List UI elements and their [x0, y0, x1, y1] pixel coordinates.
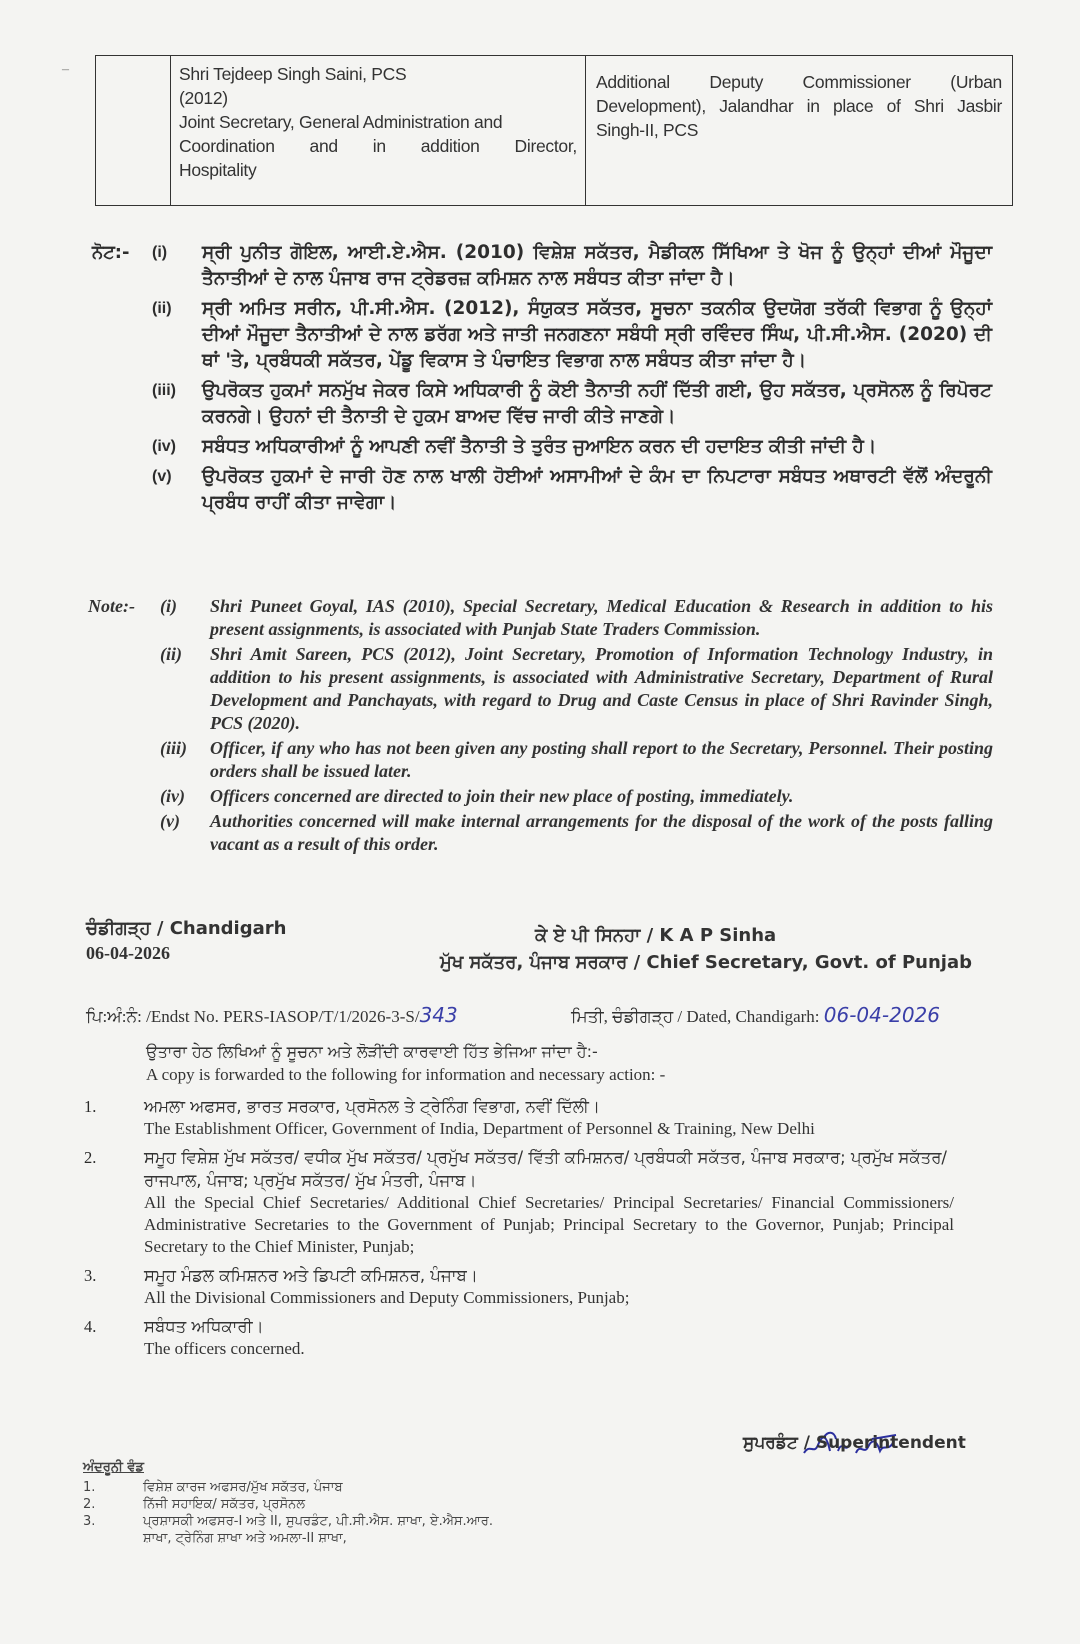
officer-batch: (2012) [179, 88, 228, 108]
posting-table-row [95, 55, 1013, 206]
forward-note-punjabi: ਉਤਾਰਾ ਹੇਠ ਲਿਖਿਆਂ ਨੂੰ ਸੂਚਨਾ ਅਤੇ ਲੋੜੀਂਦੀ ਕਾਰਵਾਈ ਹਿੱਤ ਭੇਜਿਆ ਜਾਂਦਾ ਹੈ:- [146, 1042, 598, 1061]
internal-distribution-heading: ਅੰਦਰੂਨੀ ਵੰਡ [83, 1460, 144, 1475]
note-number: (iv) [160, 786, 185, 806]
officer-designation-line-3: Hospitality [179, 160, 257, 180]
note-text: ਉਪਰੋਕਤ ਹੁਕਮਾਂ ਸਨਮੁੱਖ ਜੇਕਰ ਕਿਸੇ ਅਧਿਕਾਰੀ ਨੂੰ ਕੋਈ ਤੈਨਾਤੀ ਨਹੀਂ ਦਿੱਤੀ ਗਈ, ਉਹ ਸਕੱਤਰ, ਪ੍ਰਸੋਨਲ ਨੂੰ ਰਿਪੋਰਟ ਕਰਨਗੇ। ਉਹਨਾਂ ਦੀ ਤੈਨਾਤੀ ਦੇ ਹੁਕਮ ਬਾਅਦ ਵਿੱਚ ਜਾਰੀ ਕੀਤੇ ਜਾਣਗੇ। [202, 380, 992, 427]
officer-name: Shri Tejdeep Singh Saini, PCS [179, 64, 407, 84]
endorsement-number-label: ਪਿ:ਅੰ:ਨੰ: /Endst No. PERS-IASOP/T/1/2026-3-S/ [86, 1007, 420, 1026]
recipient-number: 2. [84, 1148, 97, 1167]
note-number: (i) [152, 244, 168, 261]
note-number: (ii) [160, 644, 182, 664]
english-note-item [88, 785, 993, 808]
recipient-item [84, 1095, 954, 1140]
note-number: (i) [160, 596, 177, 616]
officer-cell [171, 56, 586, 205]
forward-note-english: A copy is forwarded to the following for information and necessary action: - [146, 1065, 666, 1084]
note-text: Authorities concerned will make internal arrangements for the disposal of the work of the posts falling vacant as a result of this order. [210, 811, 993, 854]
note-text: Shri Puneet Goyal, IAS (2010), Special Secretary, Medical Education & Research in addition to his present assignments, is associated with Punjab State Traders Commission. [210, 596, 993, 639]
signatory-designation: ਸੁਪਰਡੰਟ / Superintendent [743, 1433, 966, 1453]
internal-item-number: 2. [83, 1497, 96, 1512]
recipient-english: The Establishment Officer, Government of India, Department of Personnel & Training, New Delhi [144, 1119, 815, 1138]
english-note-item [88, 737, 993, 783]
note-text: Officer, if any who has not been given any posting shall report to the Secretary, Personnel. Their posting orders shall be issued later. [210, 738, 993, 781]
punjabi-note-item [92, 434, 992, 460]
english-note-lead: Note:- [88, 596, 135, 616]
punjabi-note-lead: ਨੋਟ:- [92, 242, 130, 263]
english-note-item [88, 595, 993, 641]
internal-distribution [83, 1460, 523, 1547]
internal-item [83, 1513, 523, 1547]
officer-designation-line-1: Joint Secretary, General Administration and [179, 112, 503, 132]
recipient-english: All the Special Chief Secretaries/ Additional Chief Secretaries/ Principal Secretaries/ Financial Commissioners/ Administrative Secretaries to the Government of Punjab; Principal Secretary to the Governor, Punjab; Principal Secretary to the Chief Minister, Punjab; [144, 1193, 954, 1256]
endorsement-dated [571, 1003, 940, 1027]
internal-item-text: ਵਿਸ਼ੇਸ਼ ਕਾਰਜ ਅਫਸਰ/ਮੁੱਖ ਸਕੱਤਰ, ਪੰਜਾਬ [143, 1480, 343, 1495]
dated-handwritten: 06-04-2026 [823, 1003, 940, 1027]
recipient-item [84, 1315, 954, 1360]
punjabi-note-item [92, 240, 992, 292]
recipient-punjabi: ਸਬੰਧਤ ਅਧਿਕਾਰੀ। [144, 1317, 264, 1336]
note-text: Shri Amit Sareen, PCS (2012), Joint Secretary, Promotion of Information Technology Industry, in addition to his present assignments, is associated with Administrative Secretary, Department of Rural Development and Panchayats, with regard to Drug and Caste Census in place of Shri Ravinder Singh, PCS (2020). [210, 644, 993, 733]
recipient-punjabi: ਸਮੂਹ ਵਿਸ਼ੇਸ਼ ਮੁੱਖ ਸਕੱਤਰ/ ਵਧੀਕ ਮੁੱਖ ਸਕੱਤਰ/ ਪ੍ਰਮੁੱਖ ਸਕੱਤਰ/ ਵਿੱਤੀ ਕਮਿਸ਼ਨਰ/ ਪ੍ਰਬੰਧਕੀ ਸਕੱਤਰ, ਪੰਜਾਬ ਸਰਕਾਰ; ਪ੍ਰਮੁੱਖ ਸਕੱਤਰ/ ਰਾਜਪਾਲ, ਪੰਜਾਬ; ਪ੍ਰਮੁੱਖ ਸਕੱਤਰ/ ਮੁੱਖ ਮੰਤਰੀ, ਪੰਜਾਬ। [144, 1148, 947, 1190]
recipient-punjabi: ਅਮਲਾ ਅਫਸਰ, ਭਾਰਤ ਸਰਕਾਰ, ਪ੍ਰਸੋਨਲ ਤੇ ਟ੍ਰੇਨਿੰਗ ਵਿਭਾਗ, ਨਵੀਂ ਦਿੱਲੀ। [144, 1097, 600, 1116]
note-number: (v) [152, 468, 172, 485]
recipient-number: 3. [84, 1266, 97, 1285]
issue-date: 06-04-2026 [86, 943, 170, 963]
recipient-number: 4. [84, 1317, 97, 1336]
punjabi-note-item [92, 378, 992, 430]
serial-cell [96, 56, 171, 205]
recipient-english: The officers concerned. [144, 1339, 305, 1358]
recipient-item [84, 1146, 954, 1258]
posting-cell: Additional Deputy Commissioner (Urban Development), Jalandhar in place of Shri Jasbir Singh-II, PCS [596, 72, 1002, 140]
recipient-punjabi: ਸਮੂਹ ਮੰਡਲ ਕਮਿਸ਼ਨਰ ਅਤੇ ਡਿਪਟੀ ਕਮਿਸ਼ਨਰ, ਪੰਜਾਬ। [144, 1266, 478, 1285]
punjabi-notes [92, 240, 992, 520]
issuer-name: ਕੇ ਏ ਪੀ ਸਿਨਹਾ / K A P Sinha [535, 925, 777, 946]
internal-item [83, 1496, 523, 1513]
punjabi-note-item [92, 464, 992, 516]
issue-place: ਚੰਡੀਗੜ੍ਹ / Chandigarh [86, 918, 287, 939]
internal-item-number: 1. [83, 1480, 96, 1495]
english-notes [88, 595, 993, 858]
note-text: Officers concerned are directed to join their new place of posting, immediately. [210, 786, 794, 806]
endorsement-line [86, 1003, 940, 1027]
note-text: ਸ੍ਰੀ ਪੁਨੀਤ ਗੋਇਲ, ਆਈ.ਏ.ਐਸ. (2010) ਵਿਸ਼ੇਸ਼ ਸਕੱਤਰ, ਮੈਡੀਕਲ ਸਿੱਖਿਆ ਤੇ ਖੋਜ ਨੂੰ ਉਨ੍ਹਾਂ ਦੀਆਂ ਮੌਜੂਦਾ ਤੈਨਾਤੀਆਂ ਦੇ ਨਾਲ ਪੰਜਾਬ ਰਾਜ ਟ੍ਰੇਡਰਜ਼ ਕਮਿਸ਼ਨ ਨਾਲ ਸਬੰਧਤ ਕੀਤਾ ਜਾਂਦਾ ਹੈ। [202, 242, 992, 289]
note-number: (iv) [152, 438, 176, 455]
margin-mark: – [62, 62, 69, 77]
note-number: (v) [160, 811, 180, 831]
note-number: (iii) [160, 738, 187, 758]
punjabi-note-item [92, 296, 992, 374]
note-text: ਉਪਰੋਕਤ ਹੁਕਮਾਂ ਦੇ ਜਾਰੀ ਹੋਣ ਨਾਲ ਖਾਲੀ ਹੋਈਆਂ ਅਸਾਮੀਆਂ ਦੇ ਕੰਮ ਦਾ ਨਿਪਟਾਰਾ ਸਬੰਧਤ ਅਥਾਰਟੀ ਵੱਲੋਂ ਅੰਦਰੂਨੀ ਪ੍ਰਬੰਧ ਰਾਹੀਂ ਕੀਤਾ ਜਾਵੇਗਾ। [202, 466, 992, 513]
note-number: (ii) [152, 300, 172, 317]
internal-item [83, 1479, 523, 1496]
note-text: ਸਬੰਧਤ ਅਧਿਕਾਰੀਆਂ ਨੂੰ ਆਪਣੀ ਨਵੀਂ ਤੈਨਾਤੀ ਤੇ ਤੁਰੰਤ ਜੁਆਇਨ ਕਰਨ ਦੀ ਹਦਾਇਤ ਕੀਤੀ ਜਾਂਦੀ ਹੈ। [202, 436, 877, 457]
recipient-item [84, 1264, 954, 1309]
english-note-item [88, 810, 993, 856]
english-note-item [88, 643, 993, 735]
issuer-designation: ਮੁੱਖ ਸਕੱਤਰ, ਪੰਜਾਬ ਸਰਕਾਰ / Chief Secretary, Govt. of Punjab [440, 952, 972, 973]
dated-label: ਮਿਤੀ, ਚੰਡੀਗੜ੍ਹ / Dated, Chandigarh: [571, 1007, 824, 1026]
officer-designation-line-2: Coordination and in addition Director, [179, 136, 577, 156]
note-number: (iii) [152, 382, 176, 399]
internal-item-text: ਨਿੱਜੀ ਸਹਾਇਕ/ ਸਕੱਤਰ, ਪ੍ਰਸੋਨਲ [143, 1497, 306, 1512]
endorsement-number-handwritten: 343 [419, 1003, 458, 1027]
copy-recipients [84, 1095, 954, 1366]
internal-item-text: ਪ੍ਰਸ਼ਾਸਕੀ ਅਫਸਰ-I ਅਤੇ II, ਸੁਪਰਡੰਟ, ਪੀ.ਸੀ.ਐਸ. ਸ਼ਾਖਾ, ਏ.ਐਸ.ਆਰ. ਸ਼ਾਖਾ, ਟ੍ਰੇਨਿੰਗ ਸ਼ਾਖਾ ਅਤੇ ਅਮਲਾ-II ਸ਼ਾਖਾ, [143, 1514, 493, 1546]
note-text: ਸ੍ਰੀ ਅਮਿਤ ਸਰੀਨ, ਪੀ.ਸੀ.ਐਸ. (2012), ਸੰਯੁਕਤ ਸਕੱਤਰ, ਸੂਚਨਾ ਤਕਨੀਕ ਉਦਯੋਗ ਤਰੱਕੀ ਵਿਭਾਗ ਨੂੰ ਉਨ੍ਹਾਂ ਦੀਆਂ ਮੌਜੂਦਾ ਤੈਨਾਤੀਆਂ ਦੇ ਨਾਲ ਡਰੱਗ ਅਤੇ ਜਾਤੀ ਜਨਗਣਨਾ ਸਬੰਧੀ ਸ੍ਰੀ ਰਵਿੰਦਰ ਸਿੰਘ, ਪੀ.ਸੀ.ਐਸ. (2020) ਦੀ ਥਾਂ 'ਤੇ, ਪ੍ਰਬੰਧਕੀ ਸਕੱਤਰ, ਪੇਂਡੂ ਵਿਕਾਸ ਤੇ ਪੰਚਾਇਤ ਵਿਭਾਗ ਨਾਲ ਸਬੰਧਤ ਕੀਤਾ ਜਾਂਦਾ ਹੈ। [202, 298, 992, 371]
recipient-number: 1. [84, 1097, 97, 1116]
internal-item-number: 3. [83, 1514, 96, 1529]
recipient-english: All the Divisional Commissioners and Deputy Commissioners, Punjab; [144, 1288, 630, 1307]
